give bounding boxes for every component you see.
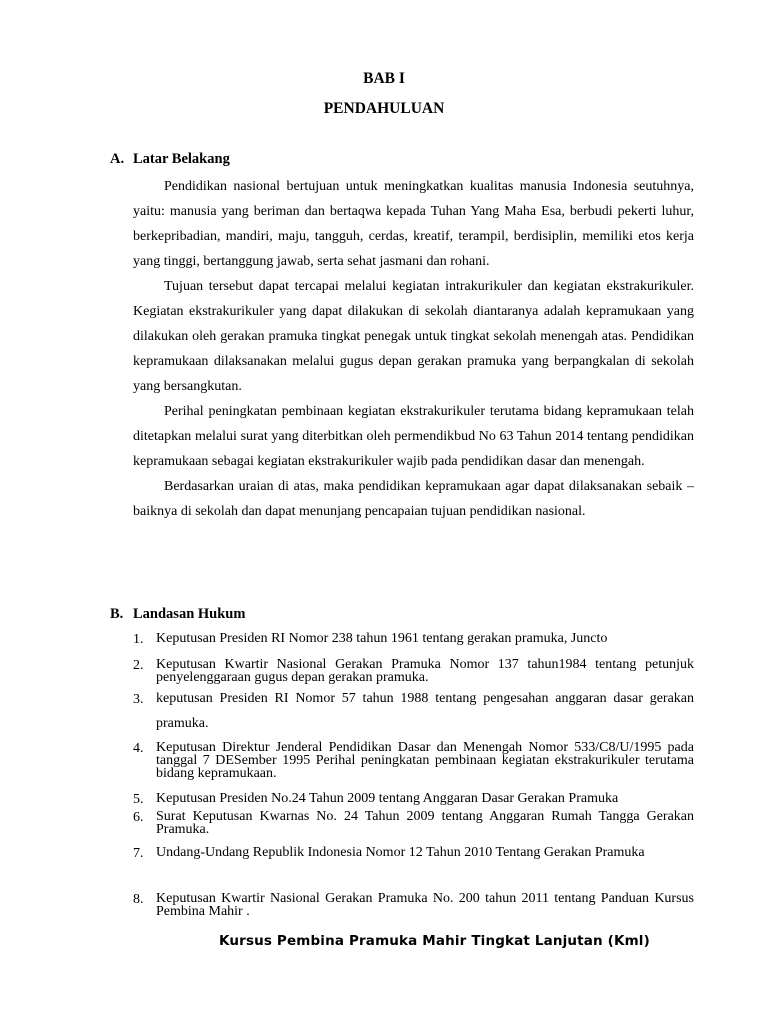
paragraph: Perihal peningkatan pembinaan kegiatan ekstrakurikuler terutama bidang kepramukaan telah ditetapkan melalui surat yang diterbitkan oleh permendikbud No 63 Tahun 2014 tentang pendidikan kepramukaan sebagai kegiatan ekstrakurikuler wajib pada pendidikan dasar dan menengah.	[133, 404, 694, 469]
chapter-heading: BAB I	[363, 70, 405, 87]
list-item-number: 5.	[133, 792, 144, 807]
list-item-text: Surat Keputusan Kwarnas No. 24 Tahun 2009 tentang Anggaran Rumah Tangga Gerakan Pramuka.	[156, 809, 694, 837]
list-item-number: 2.	[133, 658, 144, 673]
list-item-number: 3.	[133, 692, 144, 707]
chapter-title: PENDAHULUAN	[323, 100, 445, 117]
section-b-title: Landasan Hukum	[133, 606, 246, 622]
list-item-number: 6.	[133, 810, 144, 825]
list-item-number: 7.	[133, 846, 144, 861]
list-item-number: 8.	[133, 892, 144, 907]
page-footer: Kursus Pembina Pramuka Mahir Tingkat Lanjutan (Kml)	[219, 933, 650, 949]
section-a-body	[133, 174, 694, 524]
list-item-text: Keputusan Kwartir Nasional Gerakan Pramuka No. 200 tahun 2011 tentang Panduan Kursus Pembina Mahir .	[156, 891, 694, 919]
section-a-letter: A.	[110, 151, 125, 167]
list-item-text: Keputusan Presiden RI Nomor 238 tahun 1961 tentang gerakan pramuka, Juncto	[156, 631, 608, 646]
list-item-text: Keputusan Direktur Jenderal Pendidikan Dasar dan Menengah Nomor 533/C8/U/1995 pada tanggal 7 DESember 1995 Perihal peningkatan pembinaan kegiatan ekstrakurikuler terutama bidang kepramukaan.	[156, 740, 694, 781]
section-b-heading	[110, 606, 245, 623]
list-item-text: Keputusan Kwartir Nasional Gerakan Pramuka Nomor 137 tahun1984 tentang petunjuk penyelenggaraan gugus depan gerakan pramuka.	[156, 657, 694, 685]
list-item-text: keputusan Presiden RI Nomor 57 tahun 1988 tentang pengesahan anggaran dasar gerakan pramuka.	[156, 691, 694, 731]
list-item-text: Keputusan Presiden No.24 Tahun 2009 tentang Anggaran Dasar Gerakan Pramuka	[156, 791, 619, 806]
section-a-title: Latar Belakang	[133, 151, 230, 167]
paragraph: Berdasarkan uraian di atas, maka pendidikan kepramukaan agar dapat dilaksanakan sebaik – baiknya di sekolah dan dapat menunjang pencapaian tujuan pendidikan nasional.	[133, 479, 694, 519]
section-a-heading	[110, 151, 230, 168]
section-b-letter: B.	[110, 606, 124, 622]
list-item-text: Undang-Undang Republik Indonesia Nomor 12 Tahun 2010 Tentang Gerakan Pramuka	[156, 845, 645, 860]
list-item-number: 4.	[133, 741, 144, 756]
paragraph: Pendidikan nasional bertujuan untuk meningkatkan kualitas manusia Indonesia seutuhnya, yaitu: manusia yang beriman dan bertaqwa kepada Tuhan Yang Maha Esa, berbudi pekerti luhur, berkepribadian, mandiri, maju, tangguh, cerdas, kreatif, terampil, berdisiplin, memiliki etos kerja yang tinggi, bertanggung jawab, serta sehat jasmani dan rohani.	[133, 179, 694, 269]
list-item-number: 1.	[133, 632, 144, 647]
paragraph: Tujuan tersebut dapat tercapai melalui kegiatan intrakurikuler dan kegiatan ekstrakurikuler. Kegiatan ekstrakurikuler yang dapat dilakukan di sekolah diantaranya adalah kepramukaan yang dilakukan oleh gerakan pramuka tingkat penegak untuk tingkat sekolah menengah atas. Pendidikan kepramukaan dilaksanakan melalui gugus depan gerakan pramuka yang berpangkalan di sekolah yang bersangkutan.	[133, 279, 694, 394]
